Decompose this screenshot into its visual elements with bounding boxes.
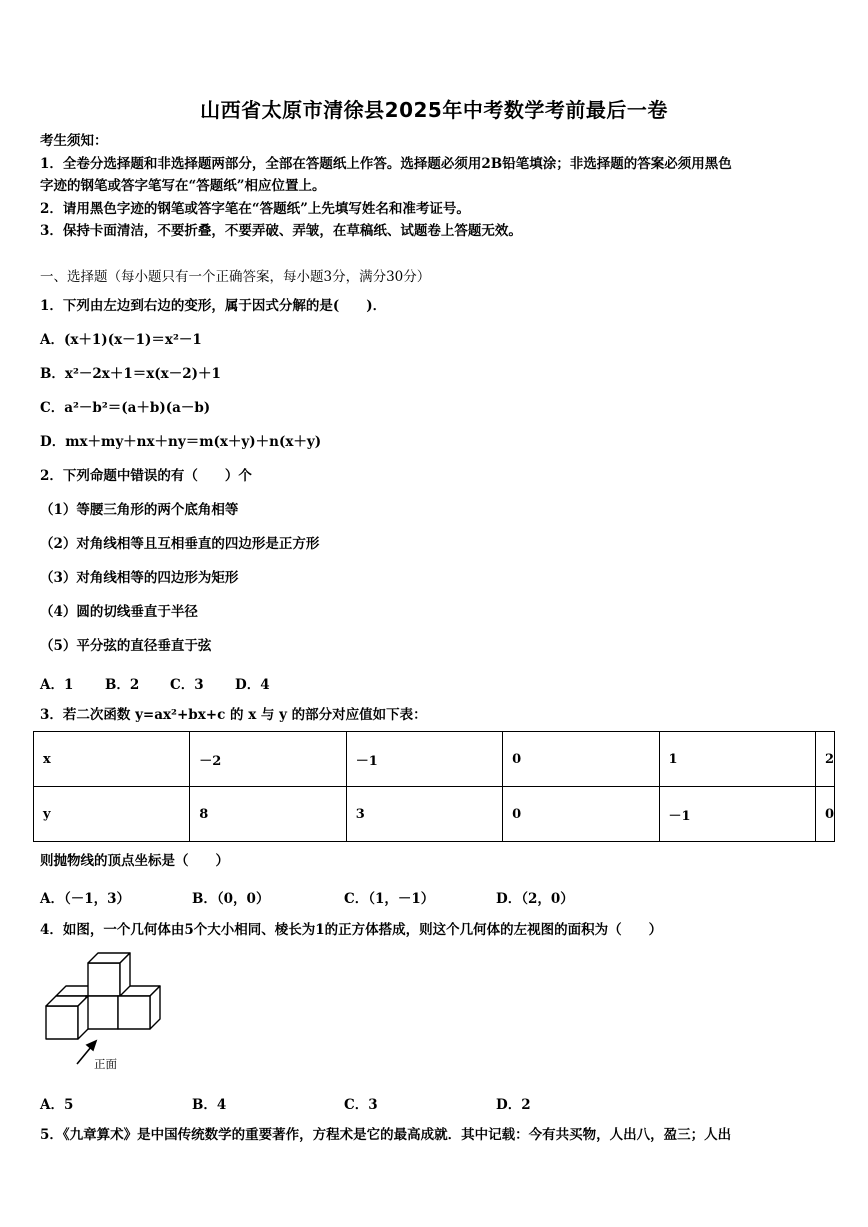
q4-stem: 4．如图，一个几何体由5个大小相同、棱长为1的正方体搭成，则这个几何体的左视图的面积为（ ） bbox=[40, 922, 663, 938]
q3-option-a: A．（－1，3） bbox=[40, 891, 131, 907]
q2-option-b: B．2 bbox=[105, 677, 140, 693]
q2-item-3: （3）对角线相等的四边形为矩形 bbox=[40, 570, 239, 586]
q3-follow: 则抛物线的顶点坐标是（ ） bbox=[40, 853, 229, 869]
q2-item-2: （2）对角线相等且互相垂直的四边形是正方形 bbox=[40, 536, 320, 552]
notice-item-3: 3．保持卡面清洁，不要折叠，不要弄破、弄皱，在草稿纸、试题卷上答题无效。 bbox=[40, 223, 522, 239]
table-row-x bbox=[34, 732, 835, 787]
q1-option-a: A．(x＋1)(x－1)＝x²－1 bbox=[40, 332, 202, 348]
q2-item-1: （1）等腰三角形的两个底角相等 bbox=[40, 502, 239, 518]
q1-option-b: B．x²－2x＋1＝x(x－2)＋1 bbox=[40, 366, 221, 382]
q3-option-c: C．（1，－1） bbox=[344, 891, 435, 907]
q1-option-c: C．a²－b²＝(a＋b)(a－b) bbox=[40, 400, 211, 416]
cube-figure bbox=[40, 951, 164, 1075]
arrow-head-icon bbox=[87, 1041, 96, 1050]
q2-option-a: A．1 bbox=[40, 677, 74, 693]
top-cube-front bbox=[88, 963, 120, 996]
q4-option-a: A．5 bbox=[40, 1097, 74, 1113]
right-cube-front bbox=[118, 996, 150, 1029]
table-cell: －1 bbox=[659, 787, 815, 842]
table-cell: 0 bbox=[503, 732, 659, 787]
q3-option-d: D．（2，0） bbox=[496, 891, 574, 907]
notice-heading: 考生须知： bbox=[40, 133, 108, 149]
table-cell: 1 bbox=[659, 732, 815, 787]
q2-option-c: C．3 bbox=[170, 677, 204, 693]
table-cell: 2 bbox=[815, 732, 834, 787]
q1-stem: 1．下列由左边到右边的变形，属于因式分解的是( )． bbox=[40, 298, 387, 314]
q3-option-b: B．（0，0） bbox=[192, 891, 270, 907]
q5-stem: 5．《九章算术》是中国传统数学的重要著作，方程术是它的最高成就．其中记载：今有共买物，人出八，盈三；人出 bbox=[40, 1127, 732, 1143]
section-heading: 一、选择题（每小题只有一个正确答案，每小题3分，满分30分） bbox=[40, 269, 431, 285]
table-cell: －2 bbox=[190, 732, 346, 787]
notice-item-1-cont: 字迹的钢笔或答字笔写在“答题纸”相应位置上。 bbox=[40, 178, 326, 194]
table-cell: －1 bbox=[346, 732, 502, 787]
notice-item-2: 2．请用黑色字迹的钢笔或答字笔在“答题纸”上先填写姓名和准考证号。 bbox=[40, 201, 470, 217]
q4-option-c: C．3 bbox=[344, 1097, 378, 1113]
value-table bbox=[33, 731, 835, 842]
q2-option-d: D．4 bbox=[235, 677, 270, 693]
q4-option-d: D．2 bbox=[496, 1097, 531, 1113]
notice-item-1: 1．全卷分选择题和非选择题两部分，全部在答题纸上作答。选择题必须用2B铅笔填涂；非选择题的答案必须用黑色 bbox=[40, 156, 732, 172]
q2-stem: 2．下列命题中错误的有（ ）个 bbox=[40, 468, 252, 484]
table-cell: 0 bbox=[503, 787, 659, 842]
figure-label: 正面 bbox=[94, 1057, 117, 1071]
q2-item-5: （5）平分弦的直径垂直于弦 bbox=[40, 638, 212, 654]
q2-item-4: （4）圆的切线垂直于半径 bbox=[40, 604, 198, 620]
table-cell: x bbox=[34, 732, 190, 787]
middle-cube-front bbox=[86, 996, 118, 1029]
q4-option-b: B．4 bbox=[192, 1097, 227, 1113]
page-title: 山西省太原市清徐县2025年中考数学考前最后一卷 bbox=[200, 98, 668, 122]
table-cell: 3 bbox=[346, 787, 502, 842]
table-row-y bbox=[34, 787, 835, 842]
table-cell: 8 bbox=[190, 787, 346, 842]
q3-stem: 3．若二次函数 y=ax²+bx+c 的 x 与 y 的部分对应值如下表： bbox=[40, 707, 427, 723]
q1-option-d: D．mx＋my＋nx＋ny＝m(x＋y)＋n(x＋y) bbox=[40, 434, 322, 450]
front-left-cube bbox=[46, 1006, 78, 1039]
table-cell: 0 bbox=[815, 787, 834, 842]
table-cell: y bbox=[34, 787, 190, 842]
